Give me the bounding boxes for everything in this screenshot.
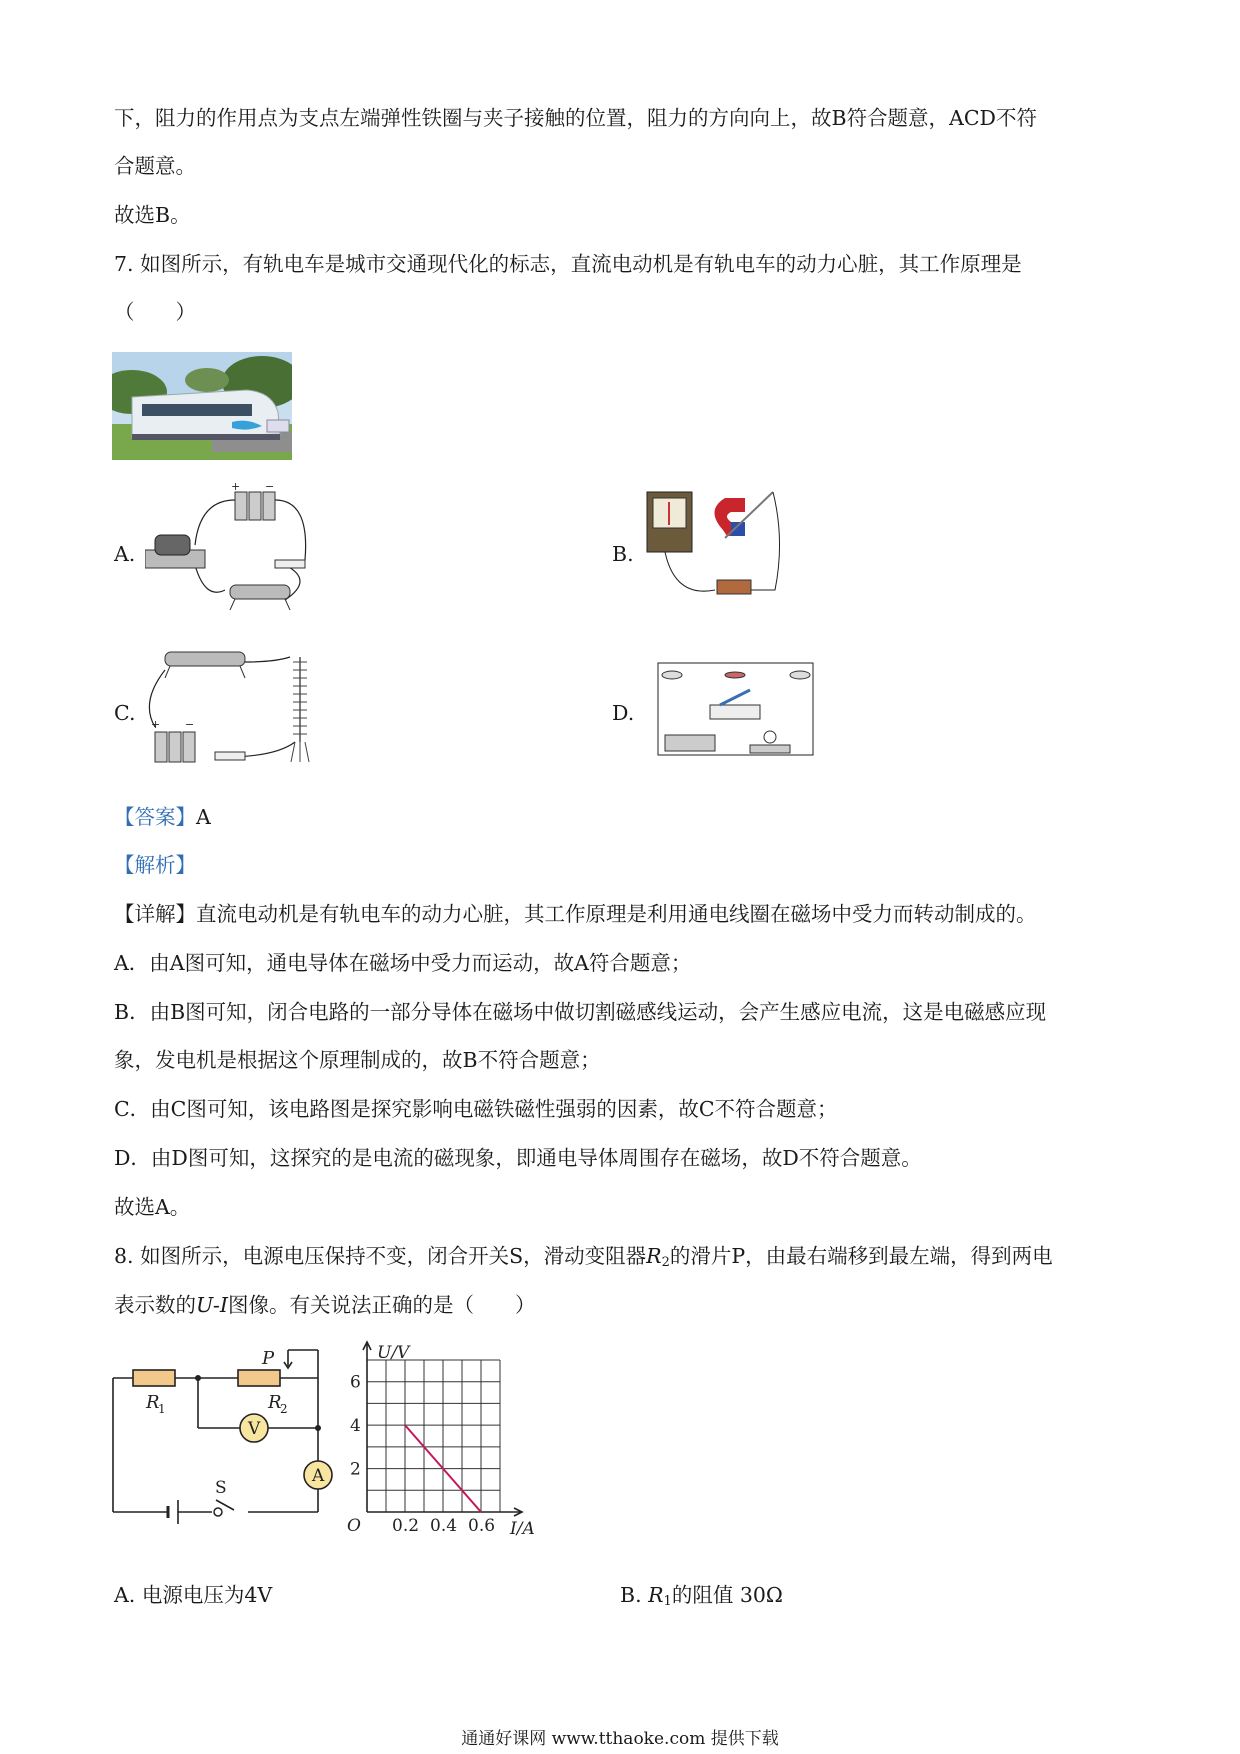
q8-stem-part: 8. 如图所示，电源电压保持不变，闭合开关S，滑动变阻器 <box>114 1244 647 1268</box>
detail-a: A．由A图可知，通电导体在磁场中受力而运动，故A符合题意； <box>114 951 692 975</box>
option-d-figure <box>650 655 820 765</box>
analysis-tag: 【解析】 <box>114 853 196 877</box>
text-line: 故选B。 <box>114 203 191 227</box>
svg-text:+: + <box>151 718 161 731</box>
p-label: P <box>262 1348 275 1369</box>
option-c-label: C. <box>114 701 136 725</box>
svg-text:−: − <box>265 480 275 493</box>
q8-circuit-diagram <box>108 1340 338 1540</box>
q8-option-b-sub: 1 <box>663 1594 672 1609</box>
x-tick-label: 0.2 <box>392 1516 420 1536</box>
r2-label: R <box>268 1392 282 1413</box>
question-8-stem-2 <box>114 1290 535 1320</box>
q8-ui-chart <box>345 1340 555 1545</box>
option-b-figure <box>645 480 815 610</box>
footer: 通通好课网 www.tthaoke.com 提供下载 <box>461 1729 779 1749</box>
q8-stem-part: 的滑片P，由最右端移到最左端，得到两电 <box>669 1244 1053 1268</box>
q8-r2-sub: 2 <box>661 1255 670 1270</box>
q8-option-b <box>620 1580 783 1617</box>
svg-text:+: + <box>231 480 241 493</box>
question-7-stem: 7. 如图所示，有轨电车是城市交通现代化的标志，直流电动机是有轨电车的动力心脏，其工作原理是 <box>114 252 1022 276</box>
voltmeter-label: V <box>248 1419 261 1439</box>
option-a-label: A. <box>114 542 136 566</box>
question-7-paren: （ ） <box>114 300 196 324</box>
q8-option-a: A. 电源电压为4V <box>114 1583 273 1607</box>
q8-stem-part: 图像。有关说法正确的是（ ） <box>227 1293 536 1317</box>
text-line: 合题意。 <box>114 154 196 178</box>
x-tick-label: 0.4 <box>430 1516 458 1536</box>
q8-option-b-part: 的阻值 30Ω <box>671 1583 783 1607</box>
answer-value: A <box>196 805 211 829</box>
q8-option-b-part: B. <box>620 1583 649 1607</box>
y-tick-label: 2 <box>350 1459 361 1480</box>
option-a-figure <box>145 480 335 615</box>
q8-option-b-r: R <box>648 1583 664 1607</box>
q8-r2-letter: R <box>646 1244 662 1268</box>
y-tick-label: 6 <box>350 1372 361 1393</box>
answer-tag: 【答案】 <box>114 805 196 829</box>
origin-label: O <box>347 1516 361 1536</box>
option-d-label: D. <box>612 701 635 725</box>
detail-text: 直流电动机是有轨电车的动力心脏，其工作原理是利用通电线圈在磁场中受力而转动制成的。 <box>196 902 1037 926</box>
chart-grid <box>367 1360 500 1512</box>
ammeter-label: A <box>312 1466 325 1486</box>
detail-conclusion: 故选A。 <box>114 1195 191 1219</box>
detail-tag: 【详解】 <box>114 902 196 926</box>
text-line: 下，阻力的作用点为支点左端弹性铁圈与夹子接触的位置，阻力的方向向上，故B符合题意，ACD不符 <box>114 106 1037 130</box>
answer-line <box>114 802 211 832</box>
svg-text:−: − <box>185 718 195 731</box>
x-axis-label: I/A <box>510 1519 535 1539</box>
q8-ui-label: U-I <box>196 1293 228 1317</box>
y-axis-label: U/V <box>377 1343 410 1363</box>
r1-label: R <box>146 1392 160 1413</box>
r2-sub: 2 <box>280 1402 288 1416</box>
y-tick-label: 4 <box>350 1416 361 1437</box>
detail-b1: B．由B图可知，闭合电路的一部分导体在磁场中做切割磁感线运动，会产生感应电流，这是电磁感应现 <box>114 1000 1047 1024</box>
tram-photo <box>112 352 292 460</box>
question-8-stem-1 <box>114 1241 1053 1278</box>
q8-stem-part: 表示数的 <box>114 1293 196 1317</box>
detail-intro <box>114 899 1037 929</box>
option-b-label: B. <box>612 542 634 566</box>
detail-d: D．由D图可知，这探究的是电流的磁现象，即通电导体周围存在磁场，故D不符合题意。 <box>114 1146 922 1170</box>
switch-label: S <box>215 1478 227 1498</box>
detail-b2: 象，发电机是根据这个原理制成的，故B不符合题意； <box>114 1048 601 1072</box>
r1-sub: 1 <box>158 1402 166 1416</box>
x-tick-label: 0.6 <box>468 1516 496 1536</box>
option-c-figure <box>145 642 335 782</box>
detail-c: C．由C图可知，该电路图是探究影响电磁铁磁性强弱的因素，故C不符合题意； <box>114 1097 838 1121</box>
